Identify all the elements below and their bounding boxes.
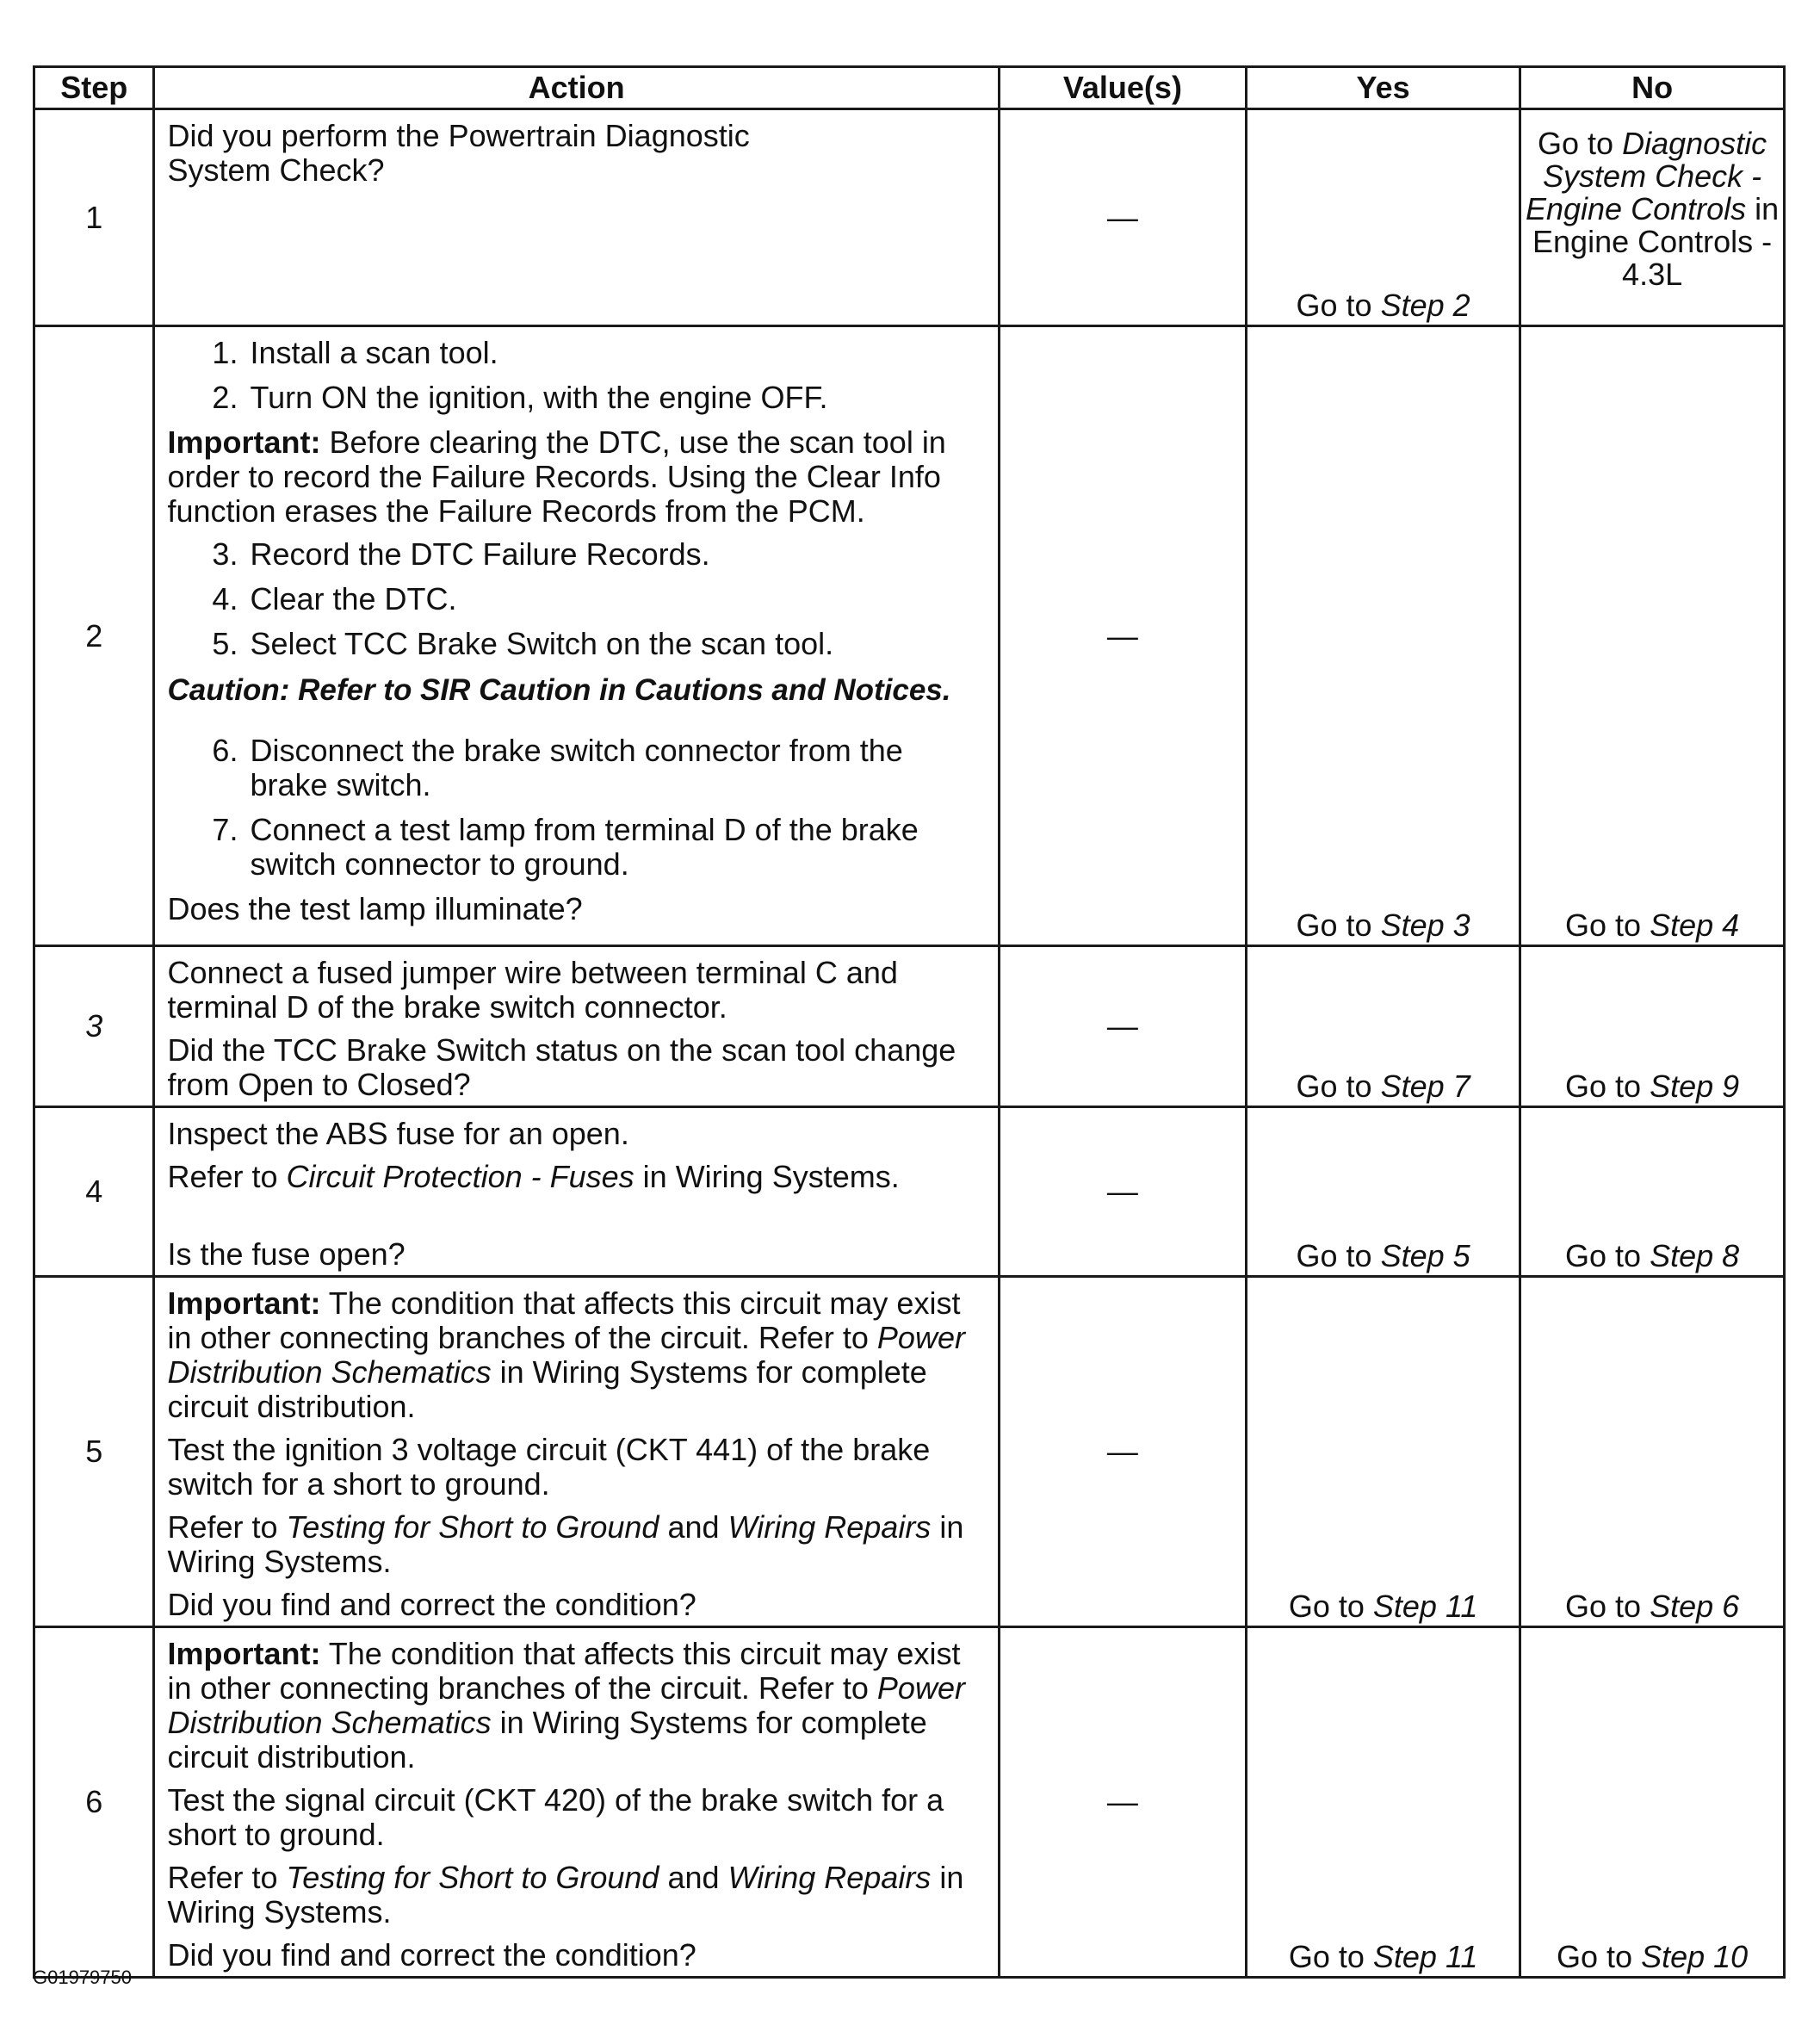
item-text: Clear the DTC. <box>250 581 457 616</box>
value-cell: — <box>999 1107 1246 1277</box>
header-step: Step <box>34 67 154 109</box>
go-to-label: Go to <box>1296 907 1372 943</box>
no-step-number: 10 <box>1713 1939 1749 1974</box>
no-cell <box>1520 1107 1785 1277</box>
no-step-number: 6 <box>1722 1589 1740 1624</box>
step-word: Step <box>1650 907 1714 943</box>
item-number: 1. <box>212 335 238 370</box>
action-question: Did the TCC Brake Switch status on the scan tool change from Open to Closed? <box>167 1032 956 1102</box>
table-row <box>34 1627 1785 1978</box>
header-values: Value(s) <box>999 67 1246 109</box>
yes-step-number: 7 <box>1452 1068 1470 1104</box>
link-testing-for-short-to-ground[interactable]: Testing for Short to Ground <box>286 1509 659 1545</box>
important-label: Important: <box>167 424 321 460</box>
value-cell: — <box>999 1627 1246 1978</box>
link-wiring-repairs[interactable]: Wiring Repairs <box>727 1860 932 1895</box>
action-text: Test the signal circuit (CKT 420) of the brake switch for a short to ground. <box>167 1782 944 1852</box>
step-word: Step <box>1372 1939 1437 1974</box>
action-cell <box>154 1107 999 1277</box>
value-cell: — <box>999 109 1246 326</box>
step-word: Step <box>1380 907 1445 943</box>
go-to-label: Go to <box>1288 1939 1365 1974</box>
link-circuit-protection-fuses[interactable]: Circuit Protection - Fuses <box>286 1159 635 1194</box>
no-cell <box>1520 326 1785 946</box>
item-number: 7. <box>212 812 238 847</box>
step-number: 1 <box>34 109 154 326</box>
go-to-label: Go to <box>1564 1589 1642 1624</box>
no-cell <box>1520 109 1785 326</box>
header-no: No <box>1520 67 1785 109</box>
action-question: Did you perform the Powertrain Diagnostic System Check? <box>167 118 750 188</box>
step-number-text: 3 <box>85 1008 103 1044</box>
header-action: Action <box>154 67 999 109</box>
no-cell <box>1520 1277 1785 1627</box>
action-cell <box>154 946 999 1107</box>
yes-step-number: 2 <box>1452 288 1470 323</box>
yes-step-number: 5 <box>1452 1238 1470 1273</box>
list-item <box>167 381 988 415</box>
yes-cell <box>1247 1277 1520 1627</box>
value-cell: — <box>999 946 1246 1107</box>
important-text: Before clearing the DTC, use the scan tool in order to record the Failure Records. Using the Clear Info function erases the Failure Records from the PCM. <box>167 424 946 529</box>
list-item <box>167 627 988 661</box>
list-item <box>167 734 988 802</box>
item-text: Record the DTC Failure Records. <box>250 536 710 572</box>
item-number: 4. <box>212 581 238 616</box>
step-word: Step <box>1641 1939 1705 1974</box>
action-reference <box>167 1160 988 1194</box>
action-question: Does the test lamp illuminate? <box>167 891 583 926</box>
refer-suffix: in Wiring Systems. <box>167 1509 964 1579</box>
yes-cell <box>1247 1627 1520 1978</box>
list-item <box>167 582 988 616</box>
item-text: Select TCC Brake Switch on the scan tool. <box>250 626 834 661</box>
yes-step-number: 11 <box>1445 1589 1478 1624</box>
link-wiring-repairs[interactable]: Wiring Repairs <box>727 1509 932 1545</box>
go-to-label: Go to <box>1564 1238 1642 1273</box>
go-to-label: Go to <box>1556 1939 1633 1974</box>
action-text: Inspect the ABS fuse for an open. <box>167 1116 629 1151</box>
diagnostic-table <box>33 65 1786 1979</box>
value-cell: — <box>999 1277 1246 1627</box>
action-text: Test the ignition 3 voltage circuit (CKT 441) of the brake switch for a short to ground. <box>167 1432 931 1502</box>
no-location: in Engine Controls - 4.3L <box>1532 190 1780 292</box>
important-text-end: in Wiring Systems for complete circuit distribution. <box>167 1705 927 1775</box>
step-word: Step <box>1380 288 1445 323</box>
table-row <box>34 109 1785 326</box>
action-cell <box>154 326 999 946</box>
action-text: Connect a fused jumper wire between terminal C and terminal D of the brake switch connector. <box>167 955 898 1025</box>
item-number: 6. <box>212 733 238 768</box>
yes-step-number: 3 <box>1452 907 1470 943</box>
important-note <box>167 425 988 529</box>
action-question: Is the fuse open? <box>167 1236 405 1272</box>
action-reference <box>167 1861 988 1929</box>
step-word: Step <box>1380 1068 1445 1104</box>
link-power-distribution-schematics[interactable]: Power Distribution Schematics <box>167 1320 965 1390</box>
figure-id: G01979750 <box>33 1967 132 1988</box>
link-power-distribution-schematics[interactable]: Power Distribution Schematics <box>167 1670 965 1740</box>
item-text: Turn ON the ignition, with the engine OFF. <box>250 380 828 415</box>
important-note <box>167 1637 988 1775</box>
go-to-label: Go to <box>1288 1589 1365 1624</box>
important-text: The condition that affects this circuit may exist in other connecting branches of the circuit. Refer to <box>167 1285 961 1355</box>
item-text: Disconnect the brake switch connector from the brake switch. <box>250 733 903 802</box>
step-word: Step <box>1650 1589 1714 1624</box>
refer-label: Refer to <box>167 1860 278 1895</box>
refer-label: Refer to <box>167 1159 278 1194</box>
step-number: 5 <box>34 1277 154 1627</box>
refer-label: Refer to <box>167 1509 278 1545</box>
table-row <box>34 946 1785 1107</box>
no-cell <box>1520 1627 1785 1978</box>
action-question: Did you find and correct the condition? <box>167 1587 696 1622</box>
step-number: 6 <box>34 1627 154 1978</box>
yes-cell <box>1247 109 1520 326</box>
no-step-number: 4 <box>1722 907 1740 943</box>
item-text: Install a scan tool. <box>250 335 498 370</box>
go-to-label: Go to <box>1564 907 1642 943</box>
header-row <box>34 67 1785 109</box>
go-to-label: Go to <box>1564 1068 1642 1104</box>
go-to-label: Go to <box>1296 288 1372 323</box>
table-row <box>34 1277 1785 1627</box>
list-item <box>167 537 988 572</box>
no-link-diagnostic-system-check[interactable]: Diagnostic System Check - Engine Controls <box>1525 125 1767 226</box>
item-number: 2. <box>212 380 238 415</box>
action-cell <box>154 1627 999 1978</box>
item-number: 3. <box>212 536 238 572</box>
important-note <box>167 1286 988 1424</box>
step-word: Step <box>1380 1238 1445 1273</box>
action-reference <box>167 1510 988 1579</box>
item-text: Connect a test lamp from terminal D of the brake switch connector to ground. <box>250 812 919 882</box>
important-label: Important: <box>167 1285 321 1321</box>
action-cell <box>154 1277 999 1627</box>
important-text-end: in Wiring Systems for complete circuit distribution. <box>167 1354 927 1424</box>
important-label: Important: <box>167 1636 321 1671</box>
action-question: Did you find and correct the condition? <box>167 1937 696 1973</box>
link-testing-for-short-to-ground[interactable]: Testing for Short to Ground <box>286 1860 659 1895</box>
action-cell <box>154 109 999 326</box>
header-yes: Yes <box>1247 67 1520 109</box>
go-to-label: Go to <box>1296 1238 1372 1273</box>
table-row <box>34 1107 1785 1277</box>
item-number: 5. <box>212 626 238 661</box>
list-item <box>167 336 988 370</box>
refer-and: and <box>667 1509 720 1545</box>
step-word: Step <box>1650 1068 1714 1104</box>
yes-cell <box>1247 1107 1520 1277</box>
no-step-number: 8 <box>1722 1238 1740 1273</box>
no-step-number: 9 <box>1722 1068 1740 1104</box>
yes-cell <box>1247 946 1520 1107</box>
list-item <box>167 813 988 882</box>
no-go-to: Go to <box>1538 125 1614 161</box>
refer-and: and <box>667 1860 720 1895</box>
no-cell <box>1520 946 1785 1107</box>
refer-suffix: in Wiring Systems. <box>642 1159 900 1194</box>
step-word: Step <box>1372 1589 1437 1624</box>
step-number: 4 <box>34 1107 154 1277</box>
yes-cell <box>1247 326 1520 946</box>
refer-suffix: in Wiring Systems. <box>167 1860 964 1929</box>
step-number <box>34 946 154 1107</box>
important-text: The condition that affects this circuit may exist in other connecting branches of the circuit. Refer to <box>167 1636 961 1706</box>
step-number: 2 <box>34 326 154 946</box>
value-cell: — <box>999 326 1246 946</box>
step-word: Step <box>1650 1238 1714 1273</box>
yes-step-number: 11 <box>1445 1939 1478 1974</box>
caution-note: Caution: Refer to SIR Caution in Cautions and Notices. <box>167 673 951 707</box>
go-to-label: Go to <box>1296 1068 1372 1104</box>
table-row <box>34 326 1785 946</box>
